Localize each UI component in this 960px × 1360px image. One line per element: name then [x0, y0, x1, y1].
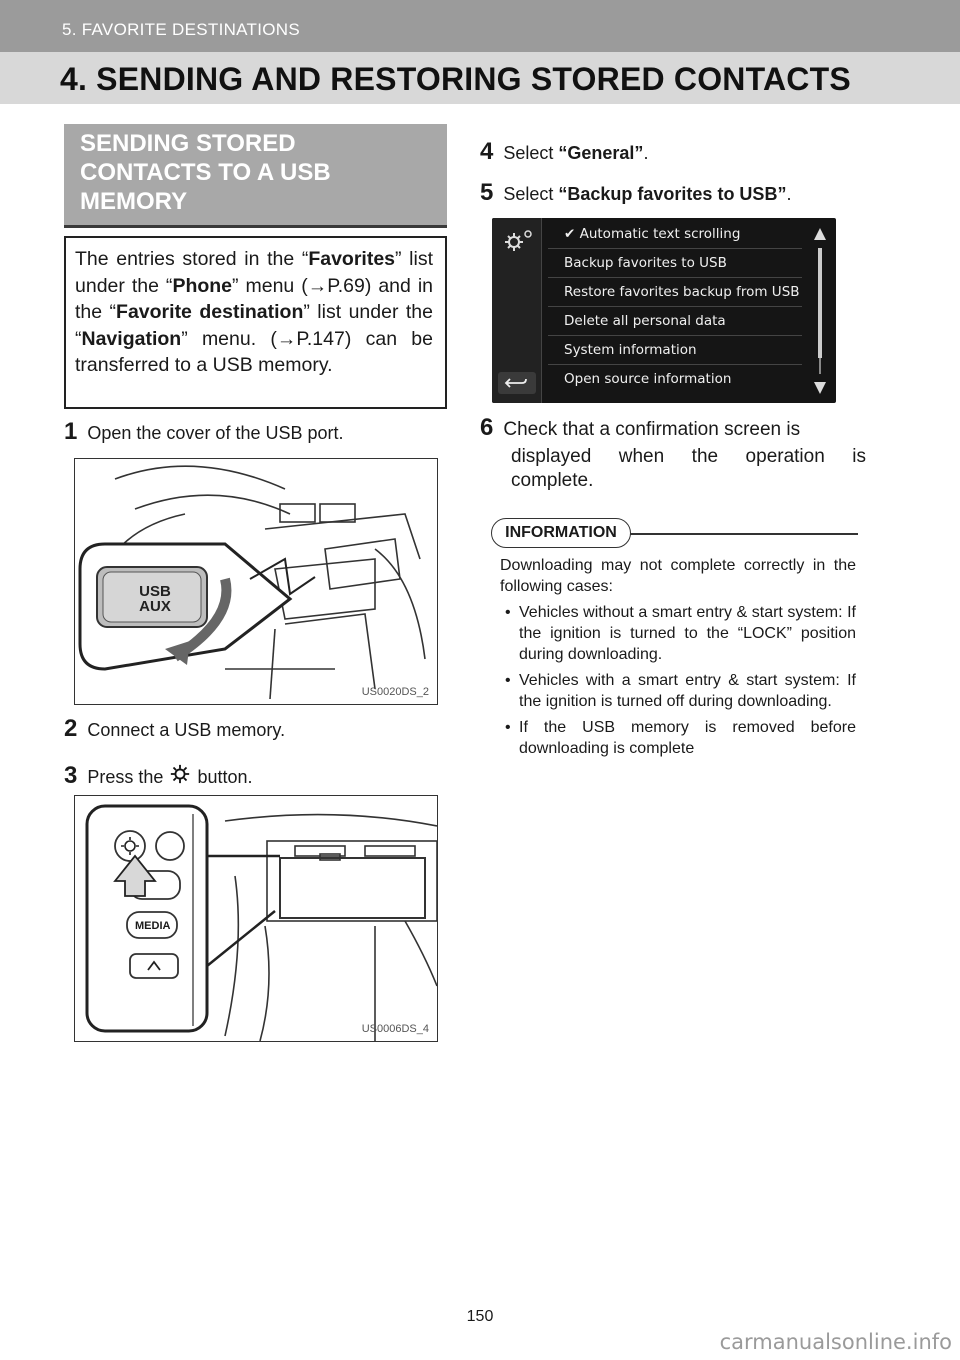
step-number: 4	[480, 138, 494, 165]
step-4	[480, 138, 648, 166]
menu-item-delete-personal-data[interactable]: Delete all personal data	[548, 307, 802, 336]
settings-button-figure	[74, 795, 438, 1042]
settings-screen	[492, 218, 836, 403]
information-bullet: • Vehicles with a smart entry & start system: If the ignition is turned off during downloading.	[505, 672, 856, 710]
page-title-band	[0, 52, 960, 104]
step-text: Open the cover of the USB port.	[87, 423, 344, 443]
menu-item-automatic-text-scrolling[interactable]: ✔ Automatic text scrolling	[548, 220, 802, 249]
menu-item-open-source-information[interactable]: Open source information	[564, 371, 732, 387]
information-badge: INFORMATION	[491, 518, 631, 548]
information-bullet: • Vehicles without a smart entry & start system: If the ignition is turned to the “LOCK” position during downloading.	[505, 604, 856, 663]
bullet-text: Vehicles without a smart entry & start system: If the ignition is turned to the “LOCK” position during downloading.	[519, 604, 856, 663]
screen-sidebar	[492, 218, 542, 403]
usb-label: USB	[139, 583, 171, 600]
step-text: Connect a USB memory.	[87, 720, 286, 740]
intro-box	[64, 236, 447, 409]
intro-text: ” menu. (→P.147) can be transferred to a USB memory.	[75, 327, 433, 376]
step-text: button.	[197, 767, 253, 787]
aux-label: AUX	[139, 598, 171, 615]
intro-text: ” list under the “	[75, 301, 433, 350]
information-intro: Downloading may not complete correctly in the following cases:	[500, 557, 856, 595]
step-number: 6	[480, 414, 494, 441]
back-button[interactable]	[498, 372, 536, 394]
page-title: 4. SENDING AND RESTORING STORED CONTACTS	[60, 61, 851, 97]
step-2	[64, 715, 285, 743]
intro-text: The entries stored in the “	[75, 248, 309, 270]
section-heading-line: MEMORY	[80, 188, 188, 215]
step-5	[480, 179, 791, 207]
gear-icon	[168, 763, 192, 785]
step-number: 2	[64, 715, 78, 742]
figure-code: US0006DS_4	[361, 1023, 429, 1035]
usb-aux-label	[135, 584, 175, 614]
figure-code: US0020DS_2	[361, 686, 429, 698]
chapter-header	[0, 0, 960, 52]
step-text: Select	[503, 143, 559, 163]
menu-item-restore-favorites[interactable]: Restore favorites backup from USB	[548, 278, 802, 307]
information-body	[500, 555, 856, 759]
menu-item-backup-favorites[interactable]: Backup favorites to USB	[548, 249, 802, 278]
settings-gear-icon	[492, 222, 542, 262]
information-divider	[630, 533, 858, 535]
step-6	[480, 414, 866, 492]
intro-text: ” menu (→P.69) and in the “	[75, 274, 434, 323]
step-number: 5	[480, 179, 494, 206]
media-label: MEDIA	[135, 920, 171, 932]
chapter-title: 5. FAVORITE DESTINATIONS	[62, 20, 300, 39]
step-number: 1	[64, 418, 78, 445]
dashboard-illustration	[75, 796, 438, 1042]
intro-keyword: Favorites	[308, 248, 396, 270]
usb-port-illustration	[75, 459, 438, 705]
section-heading-line: CONTACTS TO A USB	[80, 159, 331, 186]
step-text: .	[786, 184, 792, 204]
information-bullet: • If the USB memory is removed before downloading is complete	[505, 719, 856, 757]
step-text: Check that a confirmation screen is	[503, 419, 801, 440]
section-heading	[64, 124, 447, 228]
intro-text: ” list under the “	[75, 248, 433, 297]
bullet-text: If the USB memory is removed before downloading is complete	[519, 719, 856, 757]
step-text: displayed when the operation is	[511, 446, 866, 467]
section-heading-line: SENDING STORED	[80, 130, 296, 157]
bullet-text: Vehicles with a smart entry & start system: If the ignition is turned off during downloading.	[519, 672, 856, 710]
step-text: .	[643, 143, 649, 163]
step-3	[64, 762, 252, 790]
step-text: complete.	[511, 470, 594, 491]
usb-port-figure	[74, 458, 438, 705]
menu-item-system-information[interactable]: System information	[548, 336, 802, 365]
scroll-down-icon	[814, 382, 826, 394]
screen-scrollbar[interactable]	[812, 226, 828, 396]
watermark: carmanualsonline.info	[719, 1330, 952, 1354]
step-option: “General”	[558, 143, 644, 163]
step-option: “Backup favorites to USB”	[558, 184, 787, 204]
intro-keyword: Navigation	[81, 327, 182, 350]
back-arrow-icon	[498, 372, 536, 394]
step-text: Select	[503, 184, 559, 204]
scroll-up-icon	[814, 228, 826, 240]
page-number: 150	[466, 1308, 494, 1325]
intro-keyword: Favorite destination	[116, 301, 304, 323]
step-number: 3	[64, 762, 78, 789]
intro-keyword: Phone	[172, 274, 233, 297]
step-text: Press the	[87, 767, 164, 787]
step-1	[64, 418, 344, 446]
